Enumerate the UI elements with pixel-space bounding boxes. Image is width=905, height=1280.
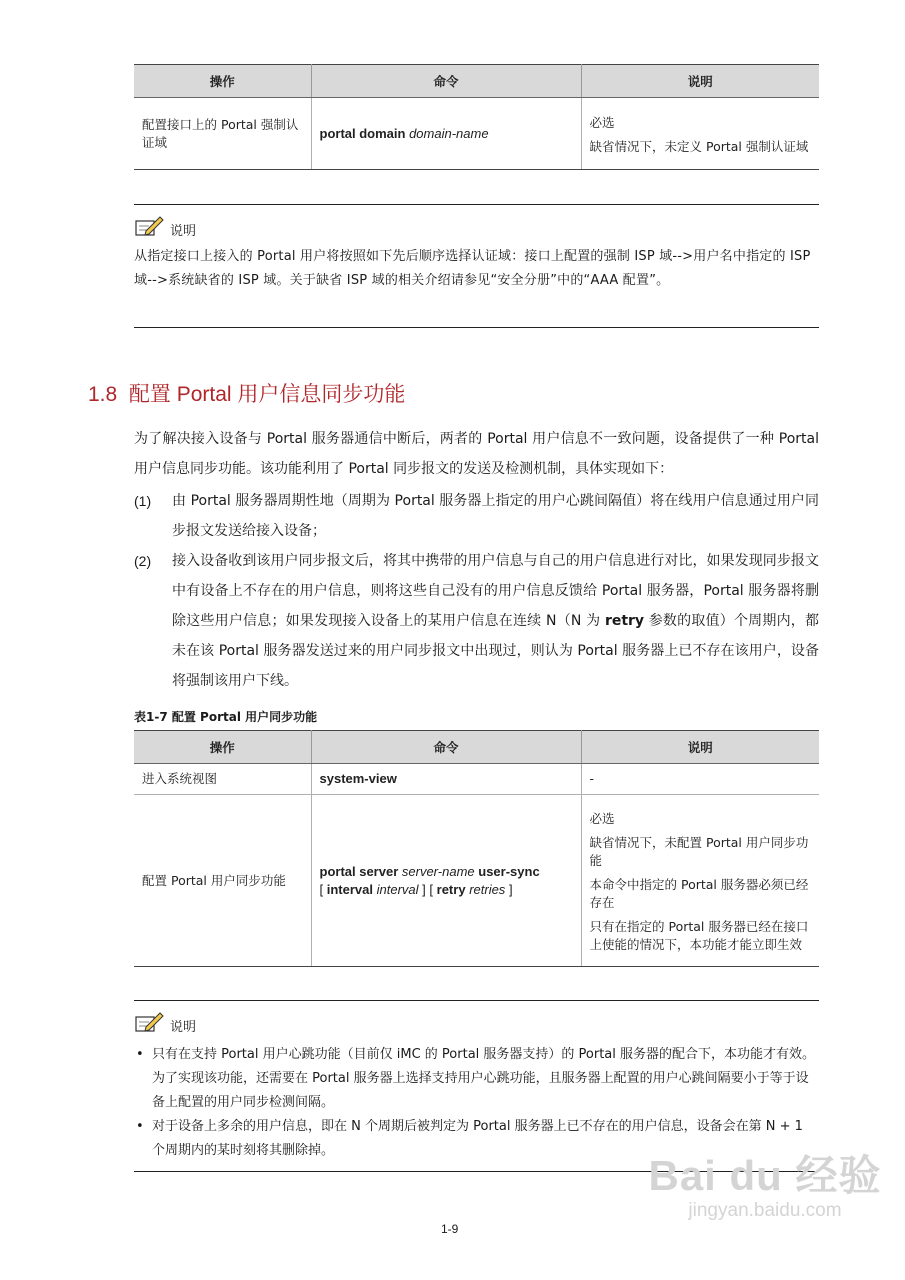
header-description: 说明 xyxy=(581,65,819,98)
config-table-sync xyxy=(134,730,819,967)
page-number: 1-9 xyxy=(441,1222,459,1236)
step-number: (1) xyxy=(134,493,152,509)
note-text: 从指定接口上接入的 Portal 用户将按照如下先后顺序选择认证域：接口上配置的强制 ISP 域-->用户名中指定的 ISP 域-->系统缺省的 ISP 域。关于缺省 ISP 域的相关介绍请参见“安全分册”中的“AAA 配置”。 xyxy=(134,249,811,288)
command-keyword: portal domain xyxy=(319,125,406,141)
command-param: domain-name xyxy=(409,125,489,141)
description-cell xyxy=(581,98,819,170)
note-bullet: • 对于设备上多余的用户信息，即在 N 个周期后被判定为 Portal 服务器上已不存在的用户信息，设备会在第 N + 1 个周期内的某时刻将其删除掉。 xyxy=(134,1115,819,1163)
config-table-domain xyxy=(134,64,819,170)
description-required: 必选 xyxy=(589,114,615,130)
note-box-1 xyxy=(134,204,819,328)
watermark-brand: Bai du 经验 xyxy=(648,1152,882,1199)
step-text: 接入设备收到该用户同步报文后，将其中携带的用户信息与自己的用户信息进行对比，如果发现同步报文中有设备上不存在的用户信息，则将这些自己没有的用户信息反馈给 Portal 服务器，Portal 服务器将删除这些用户信息；如果发现接入设备上的某用户信息在连续 N（N 为 retry 参数的取值）个周期内，都未在该 Portal 服务器发送过来的用户同步报文中出现过，则认为 Portal 服务器上已不存在该用户，设备将强制该用户下线。 xyxy=(172,553,820,689)
step-text: 由 Portal 服务器周期性地（周期为 Portal 服务器上指定的用户心跳间隔值）将在线用户信息通过用户同步报文发送给接入设备； xyxy=(172,493,819,539)
operation-cell: 进入系统视图 xyxy=(134,764,311,795)
note-box-2 xyxy=(134,1000,819,1172)
section-number: 1.8 xyxy=(88,383,118,406)
command-cell: portal server server-name user-sync [ interval interval ] [ retry retries ] xyxy=(311,795,581,967)
retry-keyword: retry xyxy=(604,613,645,629)
operation-cell: 配置 Portal 用户同步功能 xyxy=(134,795,311,967)
description-cell: - xyxy=(581,764,819,795)
note-bullet: • 只有在支持 Portal 用户心跳功能（目前仅 iMC 的 Portal 服务器支持）的 Portal 服务器的配合下，本功能才有效。为了实现该功能，还需要在 Portal 服务器上选择支持用户心跳功能，且服务器上配置的用户心跳间隔要小于等于设备上配置的用户同步检测间隔。 xyxy=(134,1043,819,1115)
step-2 xyxy=(134,546,819,696)
section-heading xyxy=(88,378,405,408)
table-caption: 表1-7 配置 Portal 用户同步功能 xyxy=(134,710,318,724)
header-command: 命令 xyxy=(311,65,581,98)
note-title: 说明 xyxy=(170,1019,197,1035)
description-default: 缺省情况下，未定义 Portal 强制认证域 xyxy=(589,138,809,154)
description-cell: 必选 缺省情况下，未配置 Portal 用户同步功能 本命令中指定的 Portal 服务器必须已经存在 只有在指定的 Portal 服务器已经在接口上使能的情况下，本功能才能立即生效 xyxy=(581,795,819,967)
command-cell xyxy=(311,98,581,170)
step-1 xyxy=(134,486,819,546)
header-operation: 操作 xyxy=(134,731,311,764)
note-pencil-icon xyxy=(134,1011,164,1039)
note-pencil-icon xyxy=(134,215,164,243)
baidu-watermark xyxy=(640,1152,890,1222)
note-header xyxy=(134,1011,819,1039)
note-bullets xyxy=(134,1043,819,1163)
note-header xyxy=(134,215,819,243)
note-title: 说明 xyxy=(170,223,197,239)
section-title: 配置 Portal 用户信息同步功能 xyxy=(128,383,406,406)
watermark-url: jingyan.baidu.com xyxy=(688,1200,842,1221)
header-description: 说明 xyxy=(581,731,819,764)
header-operation: 操作 xyxy=(134,65,311,98)
step-number: (2) xyxy=(134,553,152,569)
steps-list xyxy=(134,486,819,696)
header-command: 命令 xyxy=(311,731,581,764)
command-cell: system-view xyxy=(311,764,581,795)
operation-cell: 配置接口上的 Portal 强制认证域 xyxy=(134,98,311,170)
intro-paragraph: 为了解决接入设备与 Portal 服务器通信中断后，两者的 Portal 用户信息不一致问题，设备提供了一种 Portal 用户信息同步功能。该功能利用了 Portal 同步报文的发送及检测机制，具体实现如下： xyxy=(134,431,819,477)
